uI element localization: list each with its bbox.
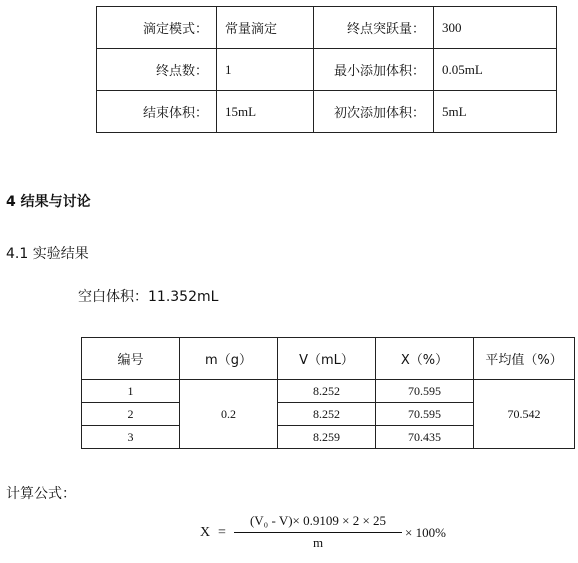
- formula-multiplier: × 100%: [405, 525, 446, 540]
- sample-id: 3: [82, 426, 180, 449]
- param-value: 5mL: [434, 91, 557, 133]
- blank-volume-text: 空白体积：11.352mL: [78, 289, 219, 305]
- sample-mass: 0.2: [180, 380, 278, 449]
- column-header: 编号: [82, 338, 180, 380]
- column-header: V（mL）: [278, 338, 376, 380]
- subsection-heading: 4.1 实验结果: [6, 246, 89, 262]
- param-label: 终点数：: [97, 49, 217, 91]
- content-percent: 70.595: [376, 403, 474, 426]
- content-percent: 70.435: [376, 426, 474, 449]
- content-percent: 70.595: [376, 380, 474, 403]
- fraction-bar: [234, 532, 402, 533]
- column-header: X（%）: [376, 338, 474, 380]
- column-header: 平均值（%）: [474, 338, 575, 380]
- sample-id: 2: [82, 403, 180, 426]
- param-value: 0.05mL: [434, 49, 557, 91]
- param-label: 初次添加体积：: [314, 91, 434, 133]
- formula-equals: =: [218, 525, 226, 540]
- results-table: [81, 337, 575, 449]
- param-label: 滴定模式：: [97, 7, 217, 49]
- table-row: [97, 49, 557, 91]
- param-value: 常量滴定: [217, 7, 314, 49]
- section-heading: 4 结果与讨论: [6, 194, 91, 210]
- sample-id: 1: [82, 380, 180, 403]
- titrant-volume: 8.252: [278, 403, 376, 426]
- titrant-volume: 8.252: [278, 380, 376, 403]
- param-value: 15mL: [217, 91, 314, 133]
- param-label: 结束体积：: [97, 91, 217, 133]
- table-row: [82, 380, 575, 403]
- column-header: m（g）: [180, 338, 278, 380]
- formula-label: 计算公式：: [6, 486, 76, 502]
- param-value: 1: [217, 49, 314, 91]
- average-percent: 70.542: [474, 380, 575, 449]
- table-row: [97, 91, 557, 133]
- formula-denominator: m: [312, 535, 324, 550]
- param-label: 终点突跃量：: [314, 7, 434, 49]
- table-header-row: [82, 338, 575, 380]
- param-value: 300: [434, 7, 557, 49]
- table-row: [97, 7, 557, 49]
- formula-numerator: (V₀ - V)× 0.9109 × 2 × 25: [249, 513, 387, 528]
- formula-lhs: X: [200, 525, 211, 540]
- titration-parameters-table: [96, 6, 557, 133]
- titrant-volume: 8.259: [278, 426, 376, 449]
- param-label: 最小添加体积：: [314, 49, 434, 91]
